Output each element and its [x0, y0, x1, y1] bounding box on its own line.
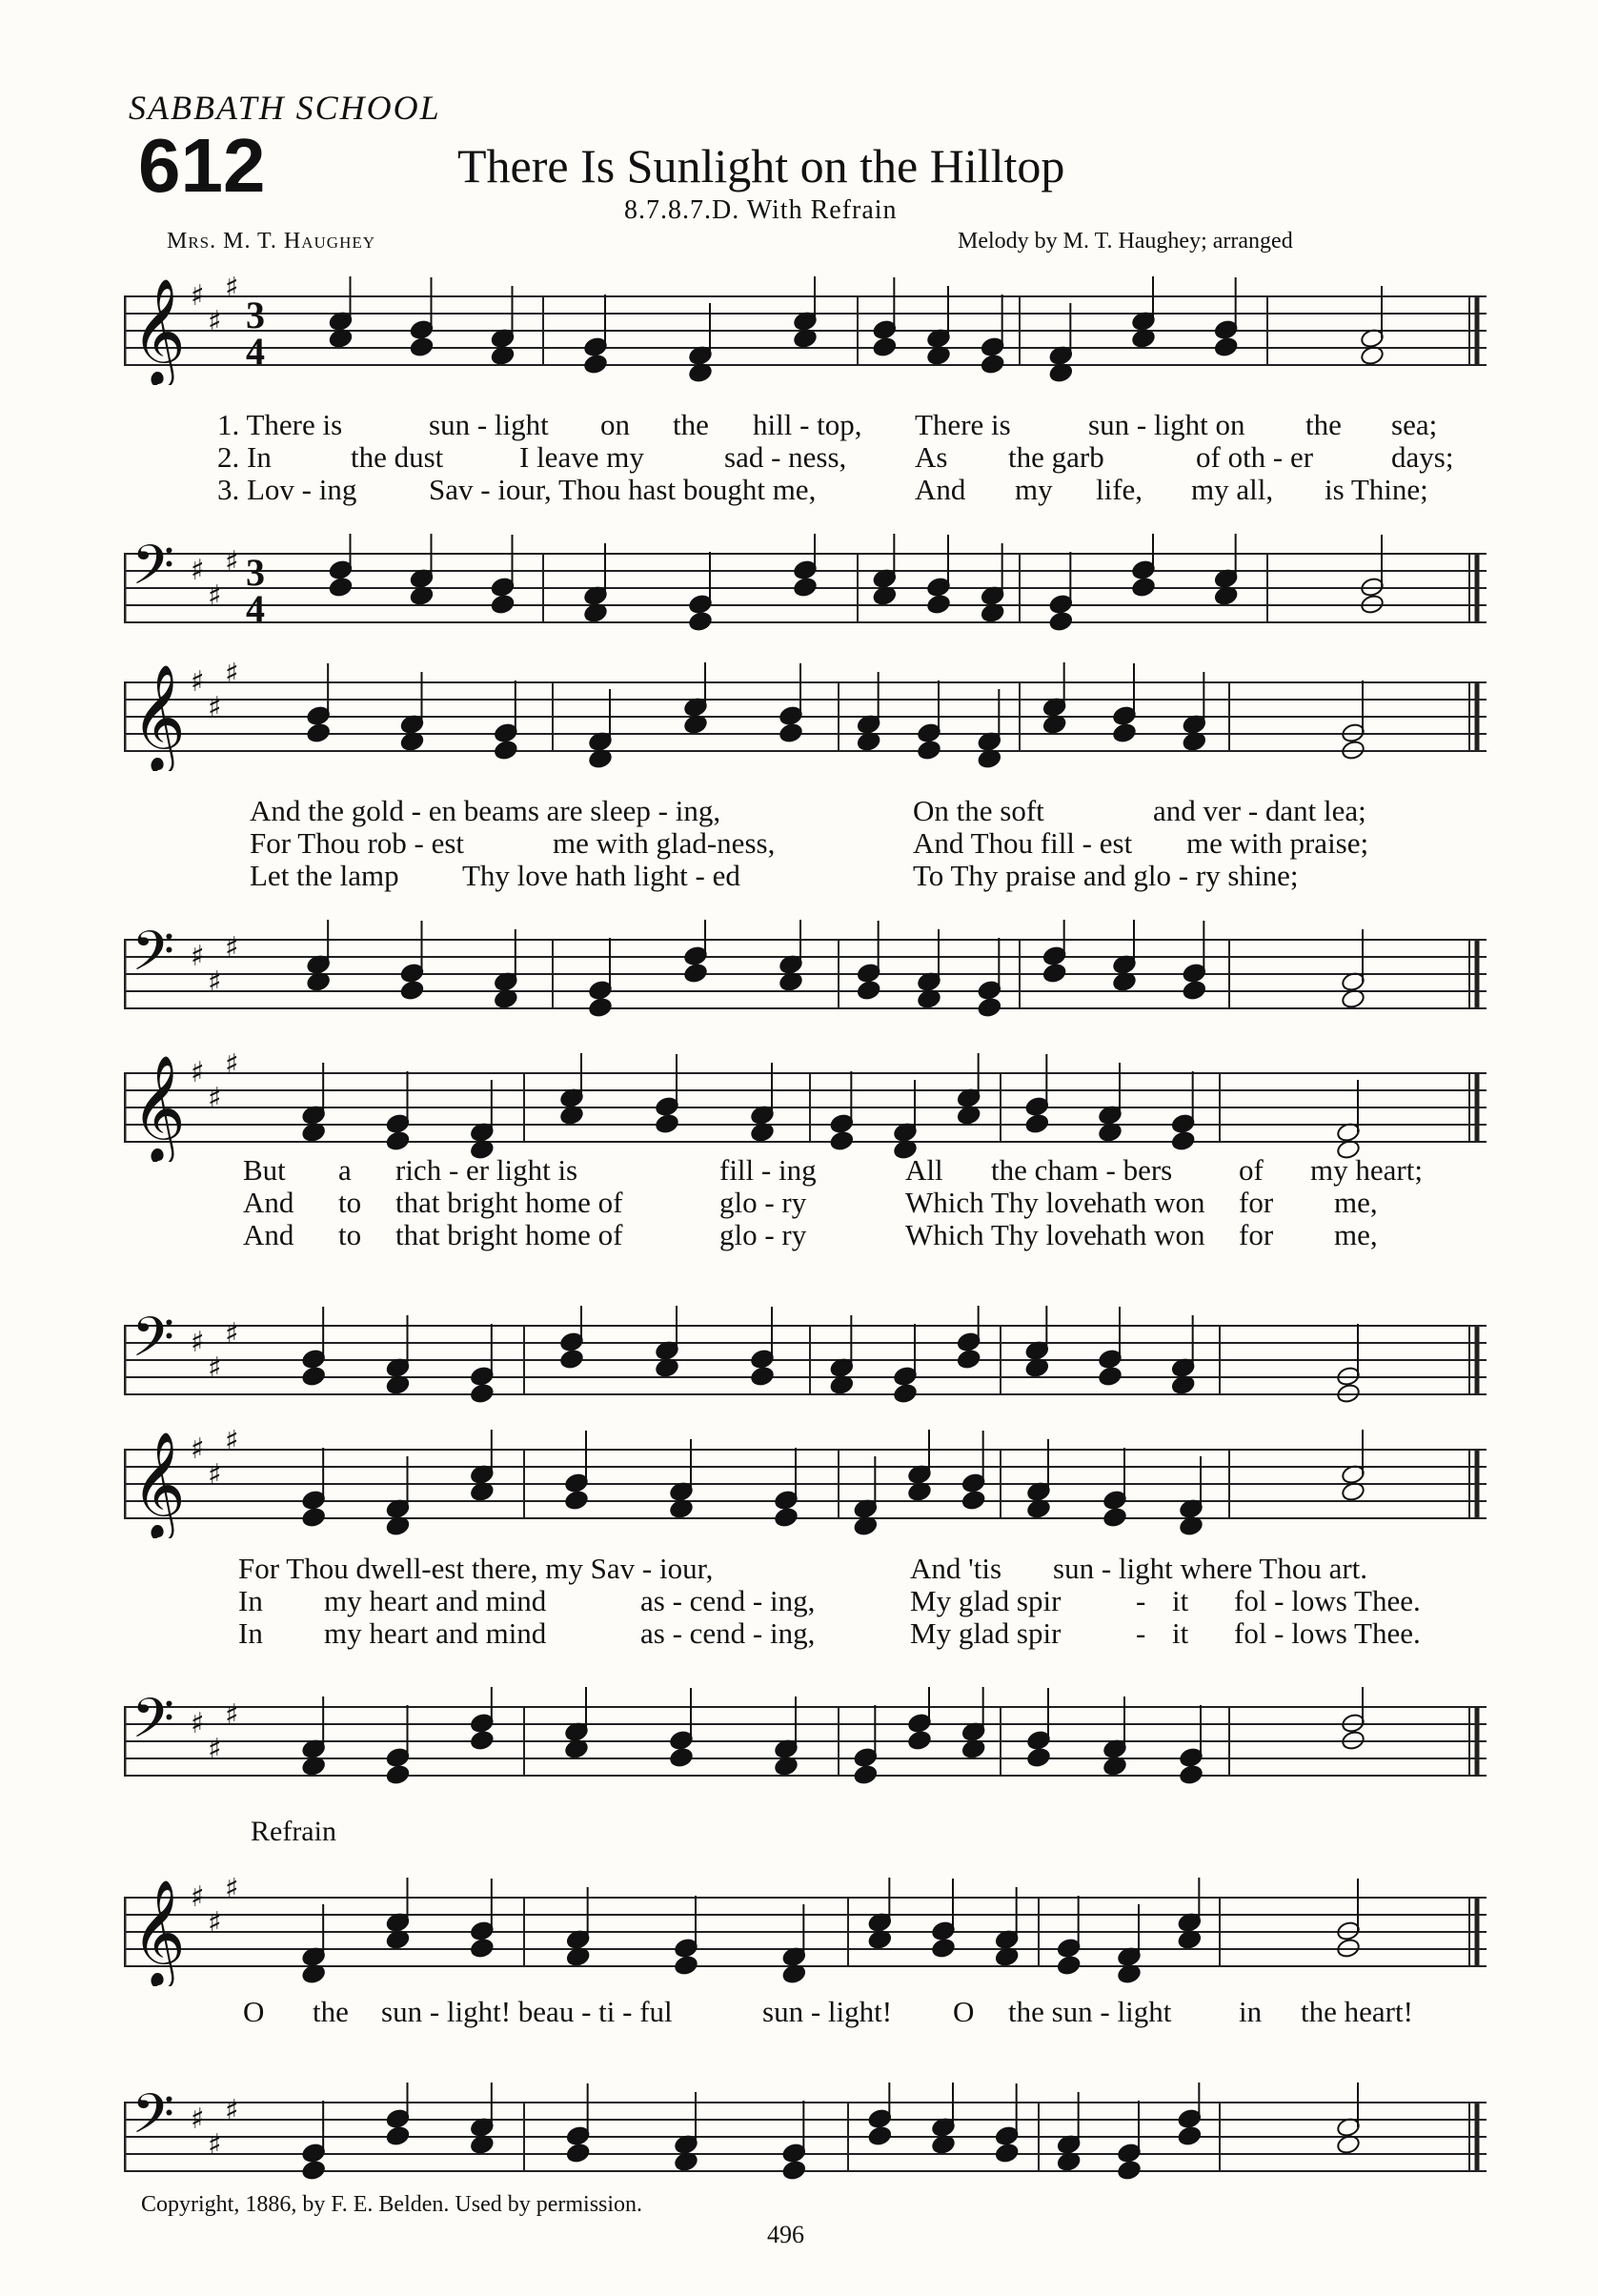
note-head	[917, 740, 941, 762]
note-head	[981, 354, 1005, 376]
category-header: SABBATH SCHOOL	[129, 89, 441, 127]
lyric-syllable: And	[915, 473, 966, 506]
bass-clef-icon: 𝄢	[131, 920, 175, 997]
treble-staff	[124, 1878, 1487, 1986]
treble-clef-icon: 𝄞	[131, 663, 186, 770]
note-head	[674, 1955, 698, 1977]
treble-staff	[124, 662, 1487, 771]
lyric-line	[0, 1186, 1598, 1218]
time-signature-bottom: 4	[246, 330, 265, 373]
note-head	[977, 997, 1001, 1019]
lyric-syllable: Let the lamp	[250, 859, 399, 892]
lyric-syllable: And Thou fill - est	[913, 826, 1133, 860]
key-sharp-icon: ♯	[208, 965, 222, 999]
lyric-syllable: for	[1239, 1186, 1274, 1219]
lyric-syllable: the	[313, 1995, 349, 2028]
arranger-credit: Melody by M. T. Haughey; arranged	[958, 229, 1293, 254]
note-head	[669, 1747, 694, 1769]
key-sharp-icon: ♯	[191, 1326, 205, 1359]
key-sharp-icon: ♯	[208, 1082, 222, 1115]
note-head	[399, 980, 424, 1002]
bass-clef-icon: 𝄢	[131, 2083, 175, 2160]
lyric-syllable: And the gold - en beams are sleep - ing,	[250, 794, 721, 827]
lyric-syllable: My glad spir	[910, 1616, 1062, 1650]
note-head	[872, 336, 897, 358]
treble-staff	[124, 1430, 1487, 1538]
lyric-syllable: the dust	[351, 440, 444, 474]
lyric-syllable: is Thine;	[1325, 473, 1428, 506]
note-head	[301, 1507, 326, 1529]
note-head	[1214, 336, 1239, 358]
lyric-syllable: and ver - dant lea;	[1153, 794, 1366, 827]
note-head	[385, 2125, 410, 2147]
key-sharp-icon: ♯	[208, 1906, 222, 1940]
lyric-syllable: of oth - er	[1196, 440, 1314, 474]
bass-staff	[124, 1687, 1487, 1796]
note-head	[1131, 577, 1156, 599]
meter: 8.7.8.7.D. With Refrain	[624, 195, 898, 225]
lyric-syllable: Sav - iour, Thou hast bought me,	[429, 473, 817, 506]
treble-staff	[124, 1053, 1487, 1162]
note-head	[1112, 722, 1137, 744]
note-head	[1048, 611, 1073, 633]
lyric-syllable: it	[1172, 1616, 1189, 1650]
lyric-syllable: Which Thy love	[905, 1218, 1097, 1251]
author-credit: Mrs. M. T. Haughey	[167, 229, 376, 254]
key-sharp-icon: ♯	[208, 691, 222, 724]
lyric-line	[0, 1995, 1598, 2027]
lyric-syllable: To Thy praise and glo - ry shine;	[913, 859, 1299, 892]
lyric-syllable: fol - lows Thee.	[1234, 1616, 1421, 1650]
lyric-syllable: as - cend - ing,	[640, 1584, 816, 1617]
treble-clef-icon: 𝄞	[131, 1431, 186, 1537]
lyric-syllable: me,	[1334, 1186, 1378, 1219]
lyric-syllable: sea;	[1391, 408, 1438, 441]
lyric-syllable: the sun - light	[1008, 1995, 1172, 2028]
key-sharp-icon: ♯	[225, 931, 239, 965]
key-sharp-icon: ♯	[225, 1698, 239, 1732]
note-head	[588, 997, 613, 1019]
lyric-syllable: my all,	[1191, 473, 1274, 506]
key-sharp-icon: ♯	[208, 1351, 222, 1385]
lyric-syllable: hath won	[1096, 1218, 1205, 1251]
lyric-syllable: me with praise;	[1186, 826, 1369, 860]
note-head	[779, 722, 803, 744]
key-sharp-icon: ♯	[225, 662, 239, 690]
note-head	[853, 1764, 878, 1786]
lyric-syllable: For Thou rob - est	[250, 826, 465, 860]
hymn-number: 612	[138, 123, 266, 208]
lyric-syllable: sun - light!	[762, 1995, 893, 2028]
note-head	[1057, 1955, 1082, 1977]
note-head	[583, 354, 608, 376]
note-head	[957, 1349, 981, 1371]
lyric-syllable: But	[243, 1153, 286, 1187]
lyric-line	[0, 826, 1598, 859]
note-head	[494, 740, 518, 762]
note-head	[409, 336, 434, 358]
lyric-line	[0, 1584, 1598, 1616]
note-head	[385, 1130, 410, 1152]
lyric-syllable: Thy love hath light - ed	[462, 859, 740, 892]
key-sharp-icon: ♯	[225, 1878, 239, 1905]
note-head	[1024, 1113, 1049, 1135]
time-signature-top: 3	[246, 294, 265, 336]
treble-staff	[124, 276, 1487, 385]
lyric-syllable: to	[338, 1218, 362, 1251]
note-head	[385, 1764, 410, 1786]
note-head	[655, 1113, 679, 1135]
lyric-syllable: the garb	[1008, 440, 1104, 474]
lyric-syllable: In	[238, 1616, 263, 1650]
lyric-line	[0, 1218, 1598, 1250]
lyric-syllable: For Thou dwell-est there, my Sav - iour,	[238, 1552, 714, 1585]
note-head	[829, 1130, 854, 1152]
lyric-line	[0, 473, 1598, 505]
key-sharp-icon: ♯	[225, 545, 239, 579]
note-head	[1102, 1507, 1127, 1529]
lyric-syllable: fill - ing	[719, 1153, 817, 1187]
lyric-line	[0, 794, 1598, 826]
lyric-syllable: On the soft	[913, 794, 1044, 827]
lyric-syllable: the cham - bers	[991, 1153, 1173, 1187]
note-head	[470, 1730, 495, 1752]
lyric-syllable: O	[243, 1995, 265, 2028]
lyric-syllable: it	[1172, 1584, 1189, 1617]
lyric-syllable: 3. Lov - ing	[217, 473, 357, 506]
lyric-syllable: hill - top,	[753, 408, 862, 441]
key-sharp-icon: ♯	[191, 2103, 205, 2136]
lyric-syllable: fol - lows Thee.	[1234, 1584, 1421, 1617]
lyric-syllable: me,	[1334, 1218, 1378, 1251]
key-sharp-icon: ♯	[208, 579, 222, 613]
note-head	[750, 1366, 775, 1388]
bass-clef-icon: 𝄢	[131, 534, 175, 611]
refrain-label: Refrain	[251, 1816, 336, 1847]
lyric-syllable: sad - ness,	[724, 440, 847, 474]
bass-clef-icon: 𝄢	[131, 1306, 175, 1383]
lyric-syllable: There is	[915, 408, 1011, 441]
lyric-syllable: All	[905, 1153, 943, 1187]
note-head	[301, 1366, 326, 1388]
lyric-line	[0, 1153, 1598, 1186]
note-head	[781, 2160, 806, 2182]
lyric-syllable: a	[338, 1153, 352, 1187]
treble-clef-icon: 𝄞	[131, 277, 186, 384]
note-head	[1098, 1366, 1123, 1388]
note-head	[857, 980, 881, 1002]
lyric-syllable: of	[1239, 1153, 1264, 1187]
note-head	[1179, 1764, 1204, 1786]
page-number: 496	[767, 2221, 804, 2248]
lyric-line	[0, 440, 1598, 473]
lyric-syllable: the	[1305, 408, 1342, 441]
key-sharp-icon: ♯	[191, 1432, 205, 1466]
bass-staff	[124, 1306, 1487, 1414]
lyric-syllable: My glad spir	[910, 1584, 1062, 1617]
lyric-syllable: to	[338, 1186, 362, 1219]
note-head	[683, 963, 708, 985]
key-sharp-icon: ♯	[225, 276, 239, 304]
lyric-syllable: the heart!	[1301, 1995, 1413, 2028]
note-head	[470, 1383, 495, 1405]
lyric-syllable: sun - light! beau - ti - ful	[381, 1995, 673, 2028]
lyric-syllable: O	[953, 1995, 975, 2028]
lyric-syllable: And	[243, 1218, 294, 1251]
key-sharp-icon: ♯	[208, 1733, 222, 1766]
lyric-syllable: for	[1239, 1218, 1274, 1251]
bass-staff	[124, 2083, 1487, 2191]
lyric-syllable: my heart and mind	[324, 1616, 547, 1650]
treble-clef-icon: 𝄞	[131, 1879, 186, 1985]
lyric-syllable: glo - ry	[719, 1218, 807, 1251]
lyric-syllable: rich - er light is	[395, 1153, 578, 1187]
bass-clef-icon: 𝄢	[131, 1687, 175, 1764]
key-sharp-icon: ♯	[191, 554, 205, 587]
note-head	[1177, 2125, 1202, 2147]
note-head	[1182, 980, 1206, 1002]
lyric-syllable: sun - light	[429, 408, 549, 441]
note-head	[931, 1938, 956, 1960]
note-head	[328, 577, 353, 599]
note-head	[566, 2143, 591, 2164]
lyric-syllable: my heart and mind	[324, 1584, 547, 1617]
key-sharp-icon: ♯	[191, 940, 205, 973]
key-sharp-icon: ♯	[225, 1317, 239, 1351]
lyric-syllable: In	[238, 1584, 263, 1617]
note-head	[893, 1383, 918, 1405]
lyric-syllable: I leave my	[519, 440, 644, 474]
note-head	[559, 1349, 584, 1371]
note-head	[1042, 963, 1067, 985]
lyric-syllable: And 'tis	[910, 1552, 1002, 1585]
lyric-syllable: glo - ry	[719, 1186, 807, 1219]
note-head	[1171, 1130, 1196, 1152]
lyric-syllable: me with glad-ness,	[553, 826, 776, 860]
lyric-syllable: Which Thy love	[905, 1186, 1097, 1219]
lyric-syllable: And	[243, 1186, 294, 1219]
note-head	[926, 594, 951, 616]
lyric-syllable: sun - light on	[1088, 408, 1245, 441]
note-head	[774, 1507, 799, 1529]
note-head	[564, 1490, 589, 1512]
key-sharp-icon: ♯	[208, 2128, 222, 2162]
key-sharp-icon: ♯	[225, 2094, 239, 2127]
lyric-syllable: that bright home of	[395, 1186, 623, 1219]
lyric-line	[0, 1552, 1598, 1584]
time-signature-bottom: 4	[246, 587, 265, 630]
lyric-syllable: the	[673, 408, 709, 441]
bass-staff	[124, 534, 1487, 642]
note-head	[793, 577, 818, 599]
note-head	[306, 722, 331, 744]
note-head	[961, 1490, 986, 1512]
lyric-syllable: days;	[1391, 440, 1454, 474]
lyric-syllable: -	[1136, 1616, 1146, 1650]
key-sharp-icon: ♯	[191, 1707, 205, 1740]
lyric-syllable: -	[1136, 1584, 1146, 1617]
note-head	[867, 2125, 892, 2147]
note-head	[995, 2143, 1020, 2164]
lyric-line	[0, 408, 1598, 440]
lyric-syllable: sun - light where Thou art.	[1053, 1552, 1368, 1585]
lyric-syllable: hath won	[1096, 1186, 1205, 1219]
note-head	[1117, 2160, 1142, 2182]
lyric-syllable: my	[1015, 473, 1053, 506]
key-sharp-icon: ♯	[225, 1430, 239, 1457]
time-signature-top: 3	[246, 551, 265, 594]
note-head	[688, 611, 713, 633]
lyric-syllable: in	[1239, 1995, 1263, 2028]
key-sharp-icon: ♯	[208, 305, 222, 338]
note-head	[907, 1730, 932, 1752]
key-sharp-icon: ♯	[191, 1056, 205, 1089]
lyric-line	[0, 1616, 1598, 1649]
lyric-syllable: As	[915, 440, 948, 474]
lyric-syllable: as - cend - ing,	[640, 1616, 816, 1650]
key-sharp-icon: ♯	[191, 1880, 205, 1914]
key-sharp-icon: ♯	[208, 1458, 222, 1492]
key-sharp-icon: ♯	[225, 1053, 239, 1081]
hymn-title: There Is Sunlight on the Hilltop	[457, 139, 1065, 193]
lyric-syllable: life,	[1096, 473, 1143, 506]
note-head	[1026, 1747, 1051, 1769]
lyric-syllable: on	[600, 408, 630, 441]
lyric-syllable: that bright home of	[395, 1218, 623, 1251]
note-head	[470, 1938, 495, 1960]
lyric-syllable: 2. In	[217, 440, 272, 474]
bass-staff	[124, 920, 1487, 1028]
key-sharp-icon: ♯	[191, 279, 205, 313]
key-sharp-icon: ♯	[191, 665, 205, 699]
lyric-line	[0, 859, 1598, 891]
treble-clef-icon: 𝄞	[131, 1054, 186, 1161]
lyric-syllable: 1. There is	[217, 408, 343, 441]
note-head	[490, 594, 515, 616]
note-head	[301, 2160, 326, 2182]
lyric-syllable: my heart;	[1310, 1153, 1423, 1187]
copyright-notice: Copyright, 1886, by F. E. Belden. Used by permission.	[141, 2192, 643, 2217]
